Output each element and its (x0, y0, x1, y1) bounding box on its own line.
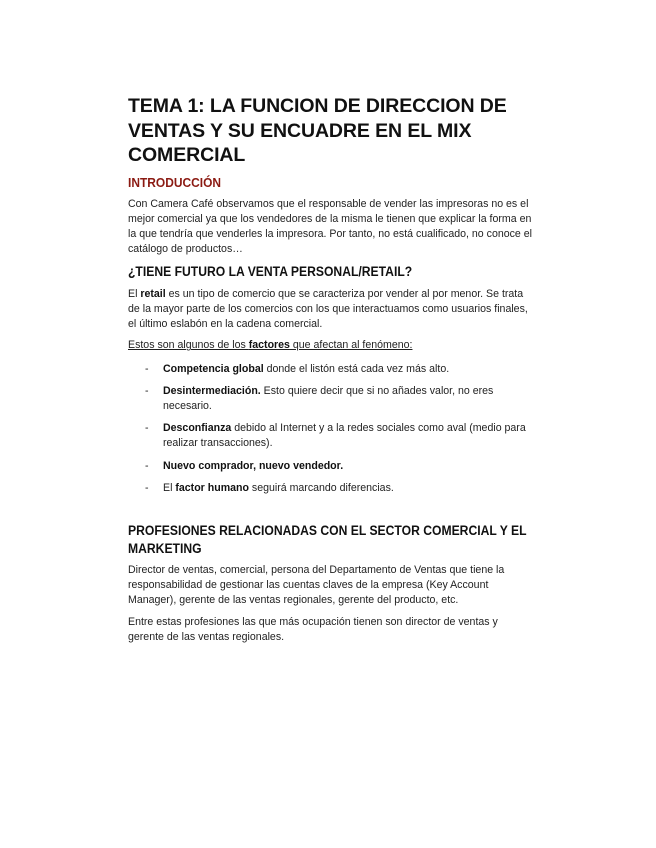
bullet-dash: - (145, 384, 149, 397)
bullet-dash: - (145, 422, 149, 435)
retail-heading: ¿TIENE FUTURO LA VENTA PERSONAL/RETAIL? (128, 264, 413, 280)
factors-text-after: que afectan al fenómeno: (289, 339, 413, 352)
bullet-dash: - (145, 481, 149, 494)
retail-term: retail (140, 287, 166, 300)
bullet-bold: Desconfianza (163, 422, 232, 435)
bullet-post: seguirá marcando diferencias. (248, 481, 394, 494)
bullet-post: Esto quiere decir que si no añades valor, no eres necesario. (163, 384, 494, 413)
bullet-bold: Competencia global (163, 362, 264, 375)
page-title: TEMA 1: LA FUNCION DE DIRECCION DE VENTAS Y SU ENCUADRE EN EL MIX COMERCIAL (128, 95, 507, 166)
list-item (128, 459, 532, 474)
list-item (128, 421, 532, 451)
retail-paragraph (128, 287, 532, 333)
document-page (128, 94, 532, 651)
bullet-dash: - (145, 362, 149, 375)
factors-text-before: Estos son algunos de los (128, 339, 249, 352)
bullet-dash: - (145, 459, 149, 472)
professions-heading: PROFESIONES RELACIONADAS CON EL SECTOR COMERCIAL Y EL MARKETING (128, 523, 527, 556)
list-item (128, 384, 532, 414)
factors-intro (128, 338, 532, 353)
factors-list (128, 362, 532, 496)
professions-paragraph-2: Entre estas profesiones las que más ocupación tienen son director de ventas y gerente de las ventas regionales. (128, 615, 498, 643)
section-spacer (128, 503, 532, 522)
list-item (128, 481, 532, 496)
intro-heading: INTRODUCCIÓN (128, 174, 222, 190)
bullet-bold: Desintermediación. (163, 384, 261, 397)
bullet-bold: factor humano (175, 481, 249, 494)
retail-text-after: es un tipo de comercio que se caracteriza por vender al por menor. Se trata de la mayor parte de los comercios con los que interactuamos como usuarios finales, el último eslabón en la cadena comercial. (128, 287, 528, 331)
bullet-bold: Nuevo comprador, nuevo vendedor. (163, 459, 344, 472)
factors-term: factores (248, 339, 290, 352)
intro-paragraph: Con Camera Café observamos que el responsable de vender las impresoras no es el mejor comercial ya que los vendedores de la misma le tienen que explicar la forma en la que tendría que venderles la impresora. Por tanto, no está cualificado, no conoce el catálogo de productos… (128, 197, 532, 256)
bullet-pre: El (163, 481, 176, 494)
professions-paragraph-1: Director de ventas, comercial, persona del Departamento de Ventas que tiene la responsabilidad de gestionar las cuentas claves de la empresa (Key Account Manager), gerente de las ventas regionales, gerente del producto, etc. (128, 564, 505, 607)
bullet-post: debido al Internet y a la redes sociales como aval (medio para realizar transacciones). (163, 422, 526, 450)
retail-text-before: El (128, 287, 141, 300)
bullet-post: donde el listón está cada vez más alto. (263, 362, 450, 375)
list-item (128, 362, 532, 377)
